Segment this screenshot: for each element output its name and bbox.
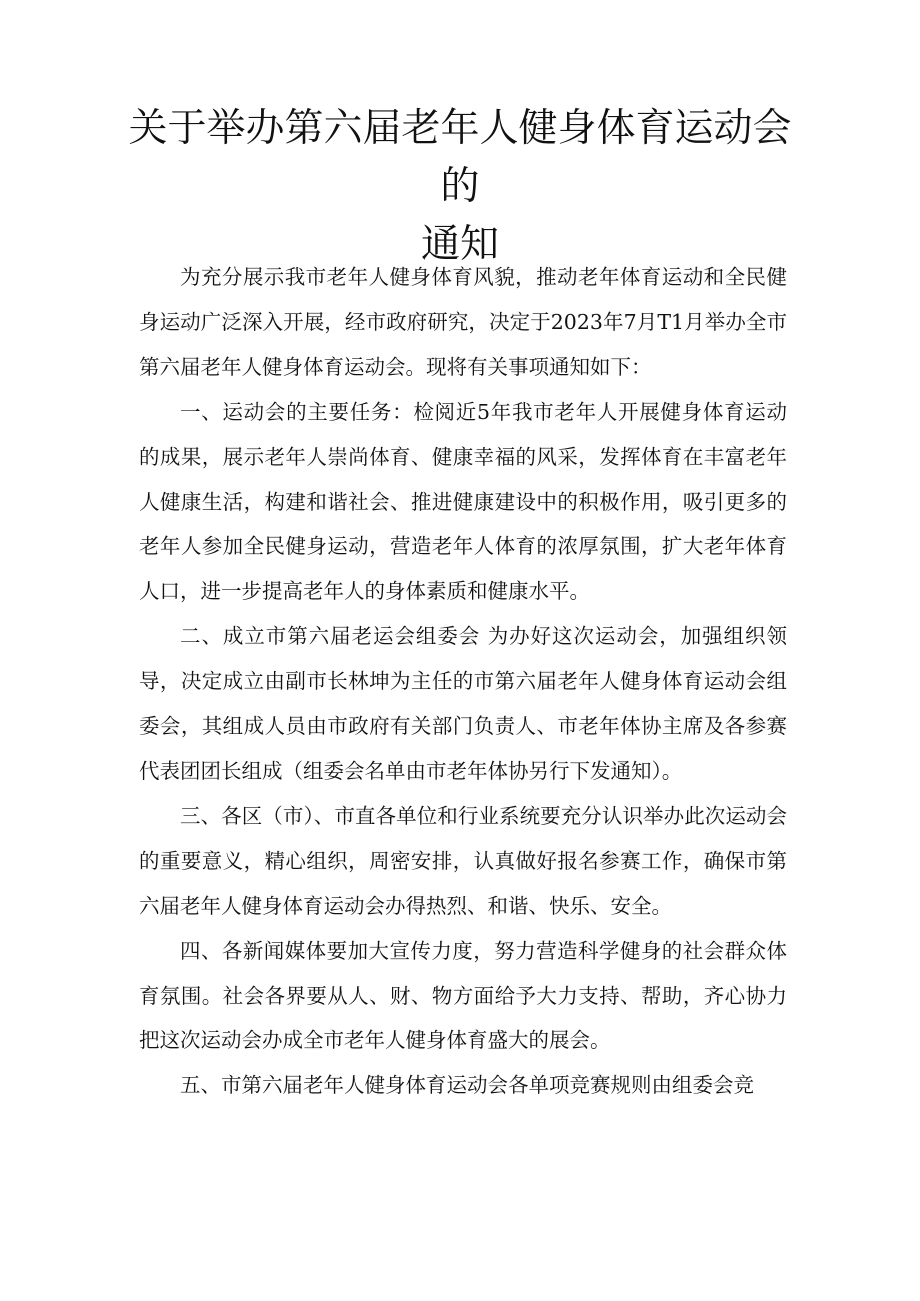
document-body (139, 255, 787, 1108)
paragraph-item-4: 四、各新闻媒体要加大宣传力度，努力营造科学健身的社会群众体育氛围。社会各界要从人、财、物方面给予大力支持、帮助，齐心协力把这次运动会办成全市老年人健身体育盛大的展会。 (139, 938, 787, 1053)
title-line-2: 通知 (420, 222, 499, 267)
paragraph-item-5: 五、市第六届老年人健身体育运动会各单项竞赛规则由组委会竞 (180, 1073, 754, 1098)
paragraph-item-2: 二、成立市第六届老运会组委会 为办好这次运动会，加强组织领导，决定成立由副市长林坤为主任的市第六届老年人健身体育运动会组委会，其组成人员由市政府有关部门负责人、市老年体协主席及各参赛代表团团长组成（组委会名单由市老年体协另行下发通知）。 (139, 624, 787, 783)
paragraph-item-3: 三、各区（市）、市直各单位和行业系统要充分认识举办此次运动会的重要意义，精心组织，周密安排，认真做好报名参赛工作，确保市第六届老年人健身体育运动会办得热烈、和谐、快乐、安全。 (139, 803, 787, 918)
document-title (120, 100, 800, 274)
title-line-1: 关于举办第六届老年人健身体育运动会的 (128, 106, 792, 209)
paragraph-item-1: 一、运动会的主要任务：检阅近5年我市老年人开展健身体育运动的成果，展示老年人崇尚体育、健康幸福的风采，发挥体育在丰富老年人健康生活，构建和谐社会、推进健康建设中的积极作用，吸引更多的老年人参加全民健身运动，营造老年人体育的浓厚氛围，扩大老年体育人口，进一步提高老年人的身体素质和健康水平。 (139, 399, 787, 604)
paragraph-intro: 为充分展示我市老年人健身体育风貌，推动老年体育运动和全民健身运动广泛深入开展，经市政府研究，决定于2023年7月T1月举办全市第六届老年人健身体育运动会。现将有关事项通知如下： (139, 265, 787, 379)
